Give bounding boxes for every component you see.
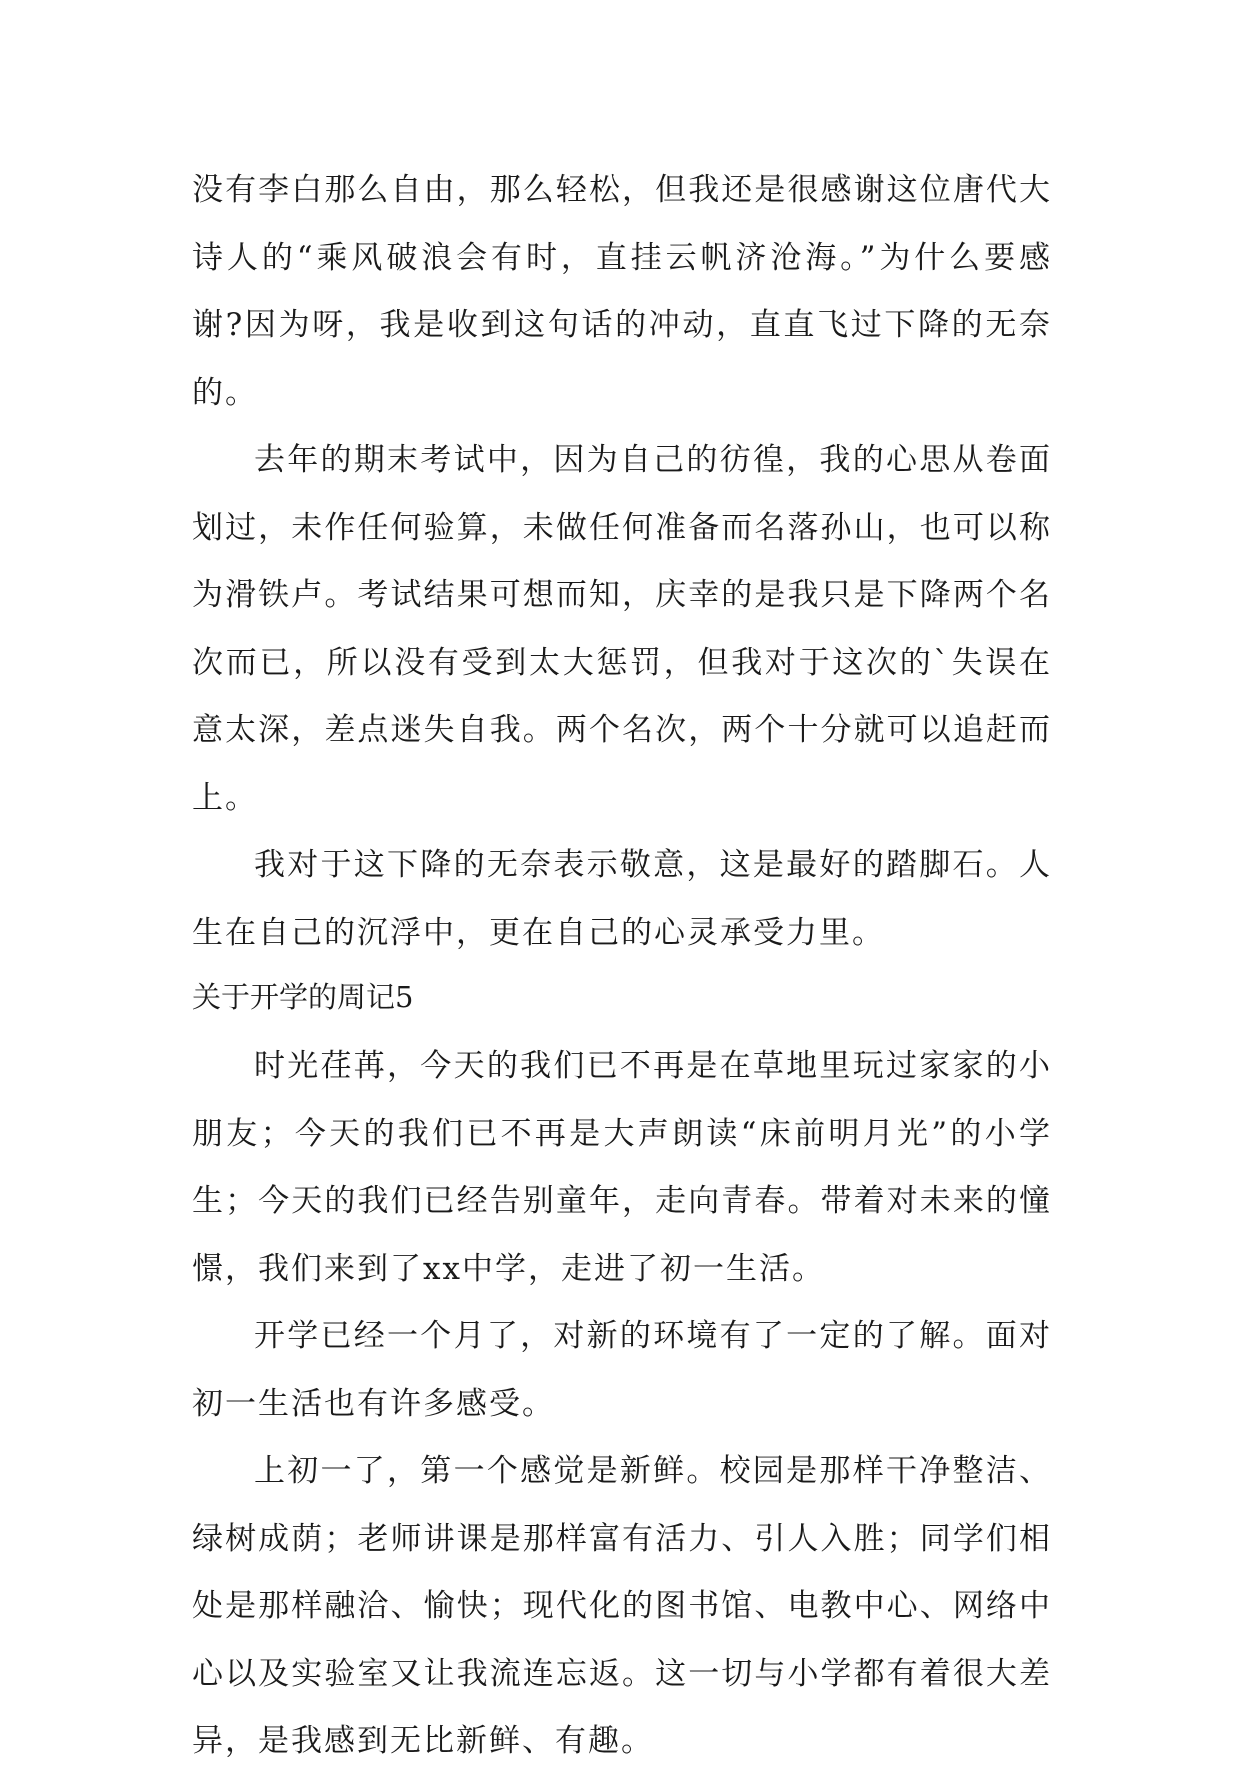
paragraph: 上初一了，第一个感觉是新鲜。校园是那样干净整洁、绿树成荫；老师讲课是那样富有活力、引人入胜；同学们相处是那样融洽、愉快；现代化的图书馆、电教中心、网络中心以及实验室又让我流连忘返。这一切与小学都有着很大差异，是我感到无比新鲜、有趣。 <box>192 1453 1052 1759</box>
paragraph: 时光荏苒，今天的我们已不再是在草地里玩过家家的小朋友；今天的我们已不再是大声朗读“床前明月光”的小学生；今天的我们已经告别童年，走向青春。带着对未来的憧憬，我们来到了xx中学，走进了初一生活。 <box>192 1048 1052 1287</box>
paragraph: 开学已经一个月了，对新的环境有了一定的了解。面对初一生活也有许多感受。 <box>192 1318 1052 1422</box>
paragraph-continued: 没有李白那么自由，那么轻松，但我还是很感谢这位唐代大诗人的“乘风破浪会有时，直挂云帆济沧海。”为什么要感谢?因为呀，我是收到这句话的冲动，直直飞过下降的无奈的。 <box>192 172 1052 411</box>
document-body <box>192 157 1052 1776</box>
paragraph: 我对于这下降的无奈表示敬意，这是最好的踏脚石。人生在自己的沉浮中，更在自己的心灵承受力里。 <box>192 847 1052 951</box>
section-heading: 关于开学的周记5 <box>192 980 414 1014</box>
paragraph: 去年的期末考试中，因为自己的彷徨，我的心思从卷面划过，未作任何验算，未做任何准备而名落孙山，也可以称为滑铁卢。考试结果可想而知，庆幸的是我只是下降两个名次而已，所以没有受到太大惩罚，但我对于这次的`失误在意太深，差点迷失自我。两个名次，两个十分就可以追赶而上。 <box>192 442 1052 816</box>
